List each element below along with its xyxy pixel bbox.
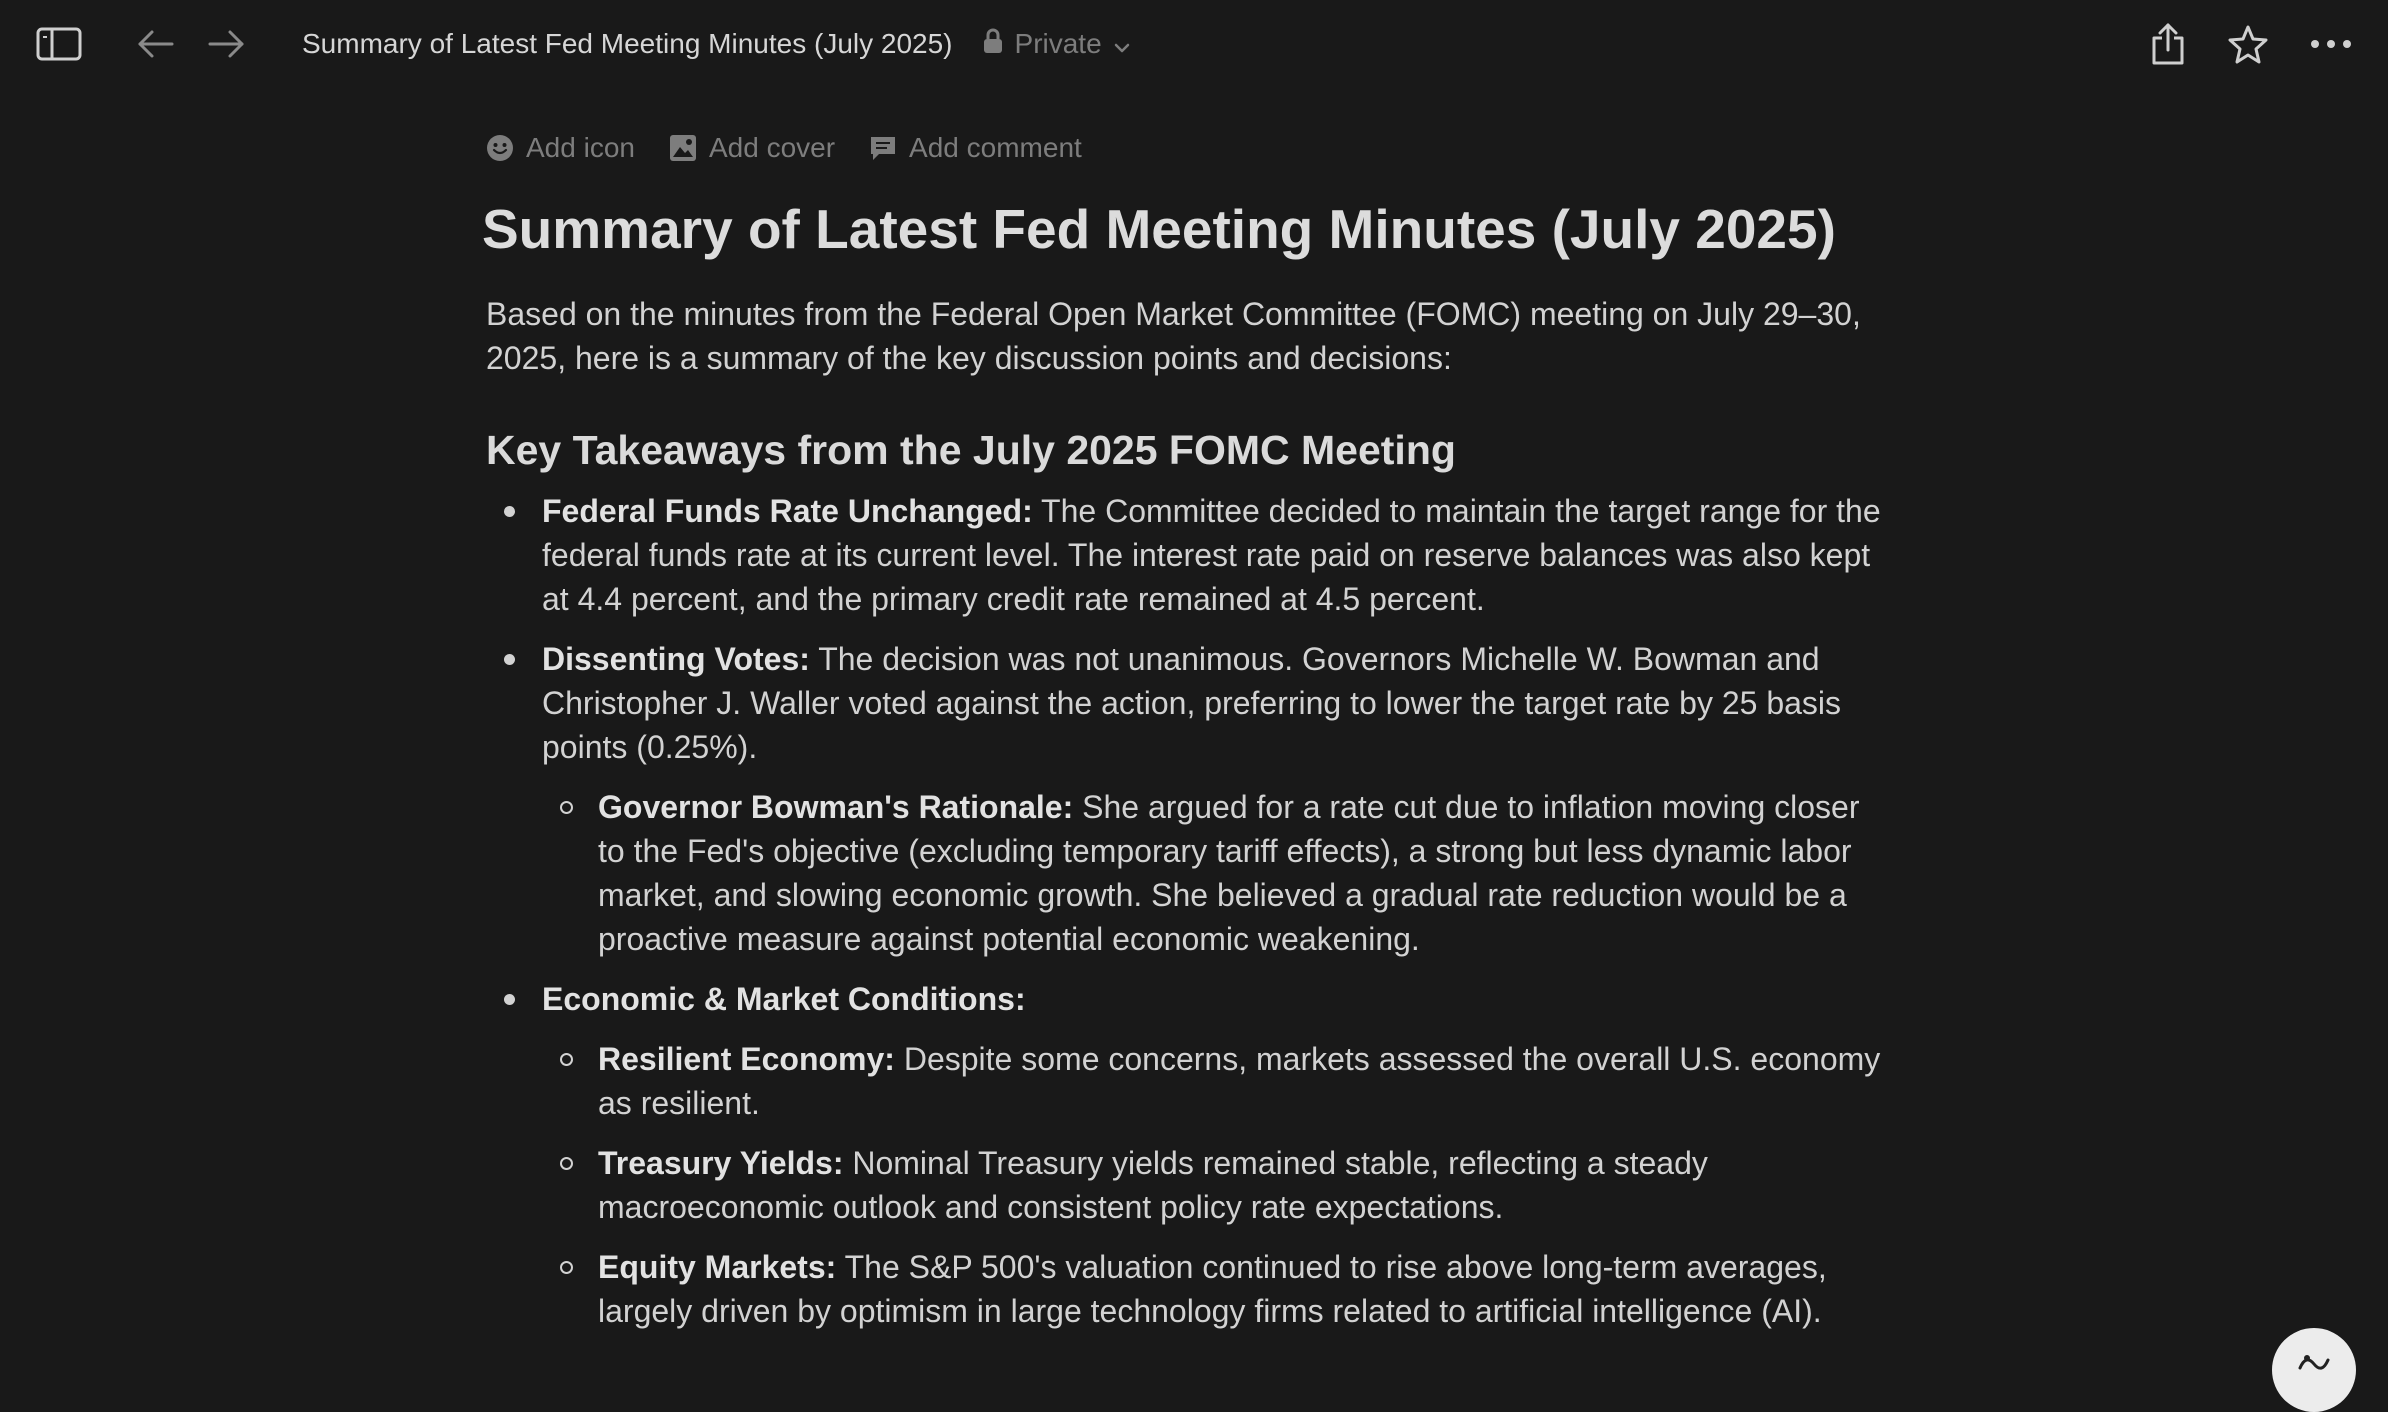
add-comment-button[interactable] [869,132,1082,164]
lock-icon [983,28,1003,61]
more-icon[interactable] [2310,39,2352,49]
share-icon[interactable] [2150,22,2186,66]
sidebar-toggle-icon[interactable] [36,26,82,62]
sub-bullet-label: Resilient Economy: [598,1041,895,1078]
list-item-bowman-rationale[interactable] [542,785,1886,961]
add-cover-button[interactable] [669,132,835,164]
add-comment-label: Add comment [909,132,1082,163]
sub-list [542,785,1886,961]
list-item-equity-markets[interactable] [542,1245,1886,1333]
list-item-dissenting-votes[interactable] [486,637,1886,961]
help-icon [2294,1346,2334,1386]
list-item-funds-rate[interactable] [486,489,1886,621]
star-icon[interactable] [2228,24,2268,64]
top-bar-actions [2108,22,2352,66]
list-item-resilient-economy[interactable] [542,1037,1886,1125]
sub-bullet-text: She argued for a rate cut due to inflation moving closer to the Fed's objective (excluding temporary tariff effects), a strong but less dynamic labor market, and slowing economic growth. She believed a gradual rate reduction would be a proactive measure against potential economic weakening. [598,789,1860,958]
bullet-label: Federal Funds Rate Unchanged: [542,493,1033,530]
page-actions [486,120,1886,176]
page-title[interactable]: Summary of Latest Fed Meeting Minutes (July 2025) [482,198,1836,260]
page-content [482,120,1886,1349]
sub-bullet-label: Treasury Yields: [598,1145,844,1182]
sub-bullet-text: The S&P 500's valuation continued to rise above long-term averages, largely driven by optimism in large technology firms related to artificial intelligence (AI). [598,1249,1827,1330]
help-button[interactable] [2272,1328,2356,1412]
sub-bullet-label: Governor Bowman's Rationale: [598,789,1074,826]
bullet-text: The Committee decided to maintain the target range for the federal funds rate at its current level. The interest rate paid on reserve balances was also kept at 4.4 percent, and the primary credit rate remained at 4.5 percent. [542,493,1881,618]
chevron-down-icon [1114,28,1130,60]
sub-bullet-text: Despite some concerns, markets assessed the overall U.S. economy as resilient. [598,1041,1881,1122]
add-icon-label: Add icon [526,132,635,163]
takeaways-list [486,489,1886,1333]
forward-arrow-icon[interactable] [206,29,246,59]
breadcrumb-page-title[interactable]: Summary of Latest Fed Meeting Minutes (July 2025) [302,28,953,59]
sub-bullet-label: Equity Markets: [598,1249,837,1286]
bullet-text: The decision was not unanimous. Governors Michelle W. Bowman and Christopher J. Waller voted against the action, preferring to lower the target rate by 25 basis points (0.25%). [542,641,1842,766]
section-heading[interactable]: Key Takeaways from the July 2025 FOMC Meeting [486,427,1456,473]
smiley-icon [486,134,514,162]
add-cover-label: Add cover [708,132,836,163]
intro-paragraph[interactable]: Based on the minutes from the Federal Open Market Committee (FOMC) meeting on July 29–30, 2025, here is a summary of the key discussion points and decisions: [486,296,1861,376]
privacy-label: Private [1014,28,1102,59]
sub-bullet-text: Nominal Treasury yields remained stable, reflecting a steady macroeconomic outlook and consistent policy rate expectations. [598,1145,1708,1226]
privacy-dropdown[interactable] [983,28,1130,61]
bullet-label: Economic & Market Conditions: [542,981,1026,1018]
sub-list [542,1037,1886,1333]
bullet-label: Dissenting Votes: [542,641,810,678]
comment-icon [869,134,897,162]
list-item-economic-conditions[interactable] [486,977,1886,1333]
add-icon-button[interactable] [486,132,635,164]
image-icon [669,134,697,162]
top-bar [0,0,2388,88]
list-item-treasury-yields[interactable] [542,1141,1886,1229]
back-arrow-icon[interactable] [136,29,176,59]
